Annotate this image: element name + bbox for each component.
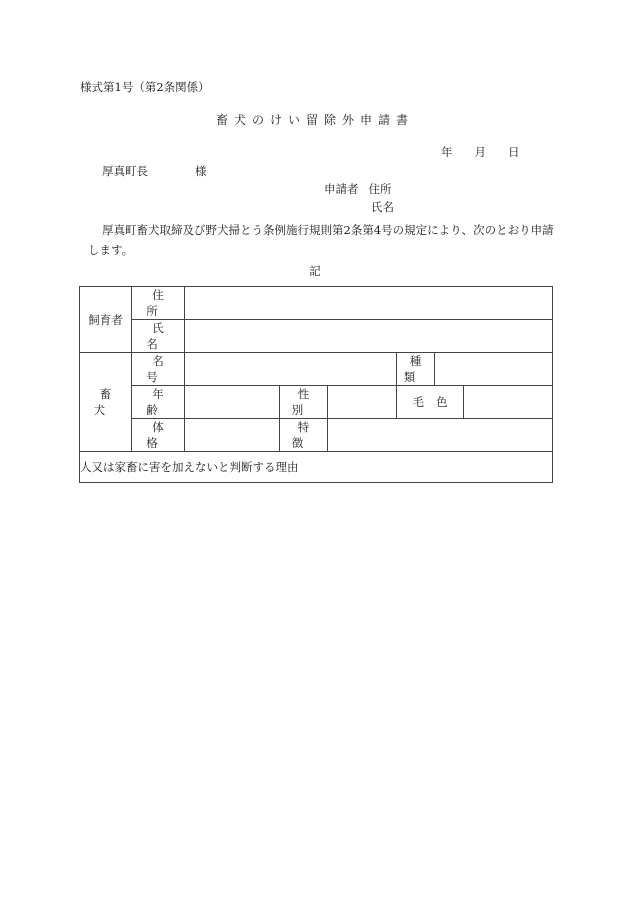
sex-field[interactable] bbox=[328, 386, 397, 419]
month-label: 月 bbox=[474, 145, 486, 159]
body-text: 厚真町畜犬取締及び野犬掃とう条例施行規則第2条第4号の規定により、次のとおり申請します。 bbox=[88, 223, 554, 257]
table-row bbox=[80, 287, 553, 320]
addressee-name: 厚真町長 bbox=[102, 164, 148, 178]
table-row bbox=[80, 320, 553, 353]
features-field[interactable] bbox=[328, 419, 553, 452]
owner-name-label: 氏名 bbox=[132, 320, 185, 353]
dog-name-label: 名号 bbox=[132, 353, 185, 386]
breed-field[interactable] bbox=[435, 353, 553, 386]
age-field[interactable] bbox=[185, 386, 280, 419]
year-label: 年 bbox=[441, 145, 453, 159]
dog-header: 畜犬 bbox=[80, 353, 132, 452]
table-row bbox=[80, 386, 553, 419]
applicant-name-label: 氏名 bbox=[371, 200, 394, 214]
breed-label: 種類 bbox=[397, 353, 435, 386]
table-row bbox=[80, 419, 553, 452]
age-label: 年齢 bbox=[132, 386, 185, 419]
owner-name-field[interactable] bbox=[185, 320, 553, 353]
table-row bbox=[80, 452, 553, 483]
applicant-line bbox=[324, 182, 392, 196]
reason-label: 人又は家畜に害を加えないと判断する理由 bbox=[80, 460, 299, 474]
applicant-label: 申請者 bbox=[324, 182, 359, 196]
day-label: 日 bbox=[508, 145, 520, 159]
reason-field[interactable] bbox=[80, 452, 553, 483]
sex-label: 性別 bbox=[280, 386, 328, 419]
applicant-address-label: 住所 bbox=[368, 182, 392, 196]
owner-header: 飼育者 bbox=[80, 287, 132, 353]
application-table bbox=[79, 286, 553, 483]
date-line bbox=[441, 145, 520, 159]
owner-address-label: 住所 bbox=[132, 287, 185, 320]
ki-marker: 記 bbox=[309, 264, 321, 278]
coat-color-field[interactable] bbox=[464, 386, 553, 419]
coat-color-label: 毛色 bbox=[397, 386, 464, 419]
owner-address-field[interactable] bbox=[185, 287, 553, 320]
form-number: 様式第1号（第2条関係） bbox=[80, 80, 210, 94]
build-field[interactable] bbox=[185, 419, 280, 452]
table-row bbox=[80, 353, 553, 386]
honorific: 様 bbox=[195, 164, 207, 178]
build-label: 体格 bbox=[132, 419, 185, 452]
addressee bbox=[102, 164, 207, 178]
document-title: 畜犬のけい留除外申請書 bbox=[215, 113, 414, 127]
features-label: 特徴 bbox=[280, 419, 328, 452]
dog-name-field[interactable] bbox=[185, 353, 397, 386]
